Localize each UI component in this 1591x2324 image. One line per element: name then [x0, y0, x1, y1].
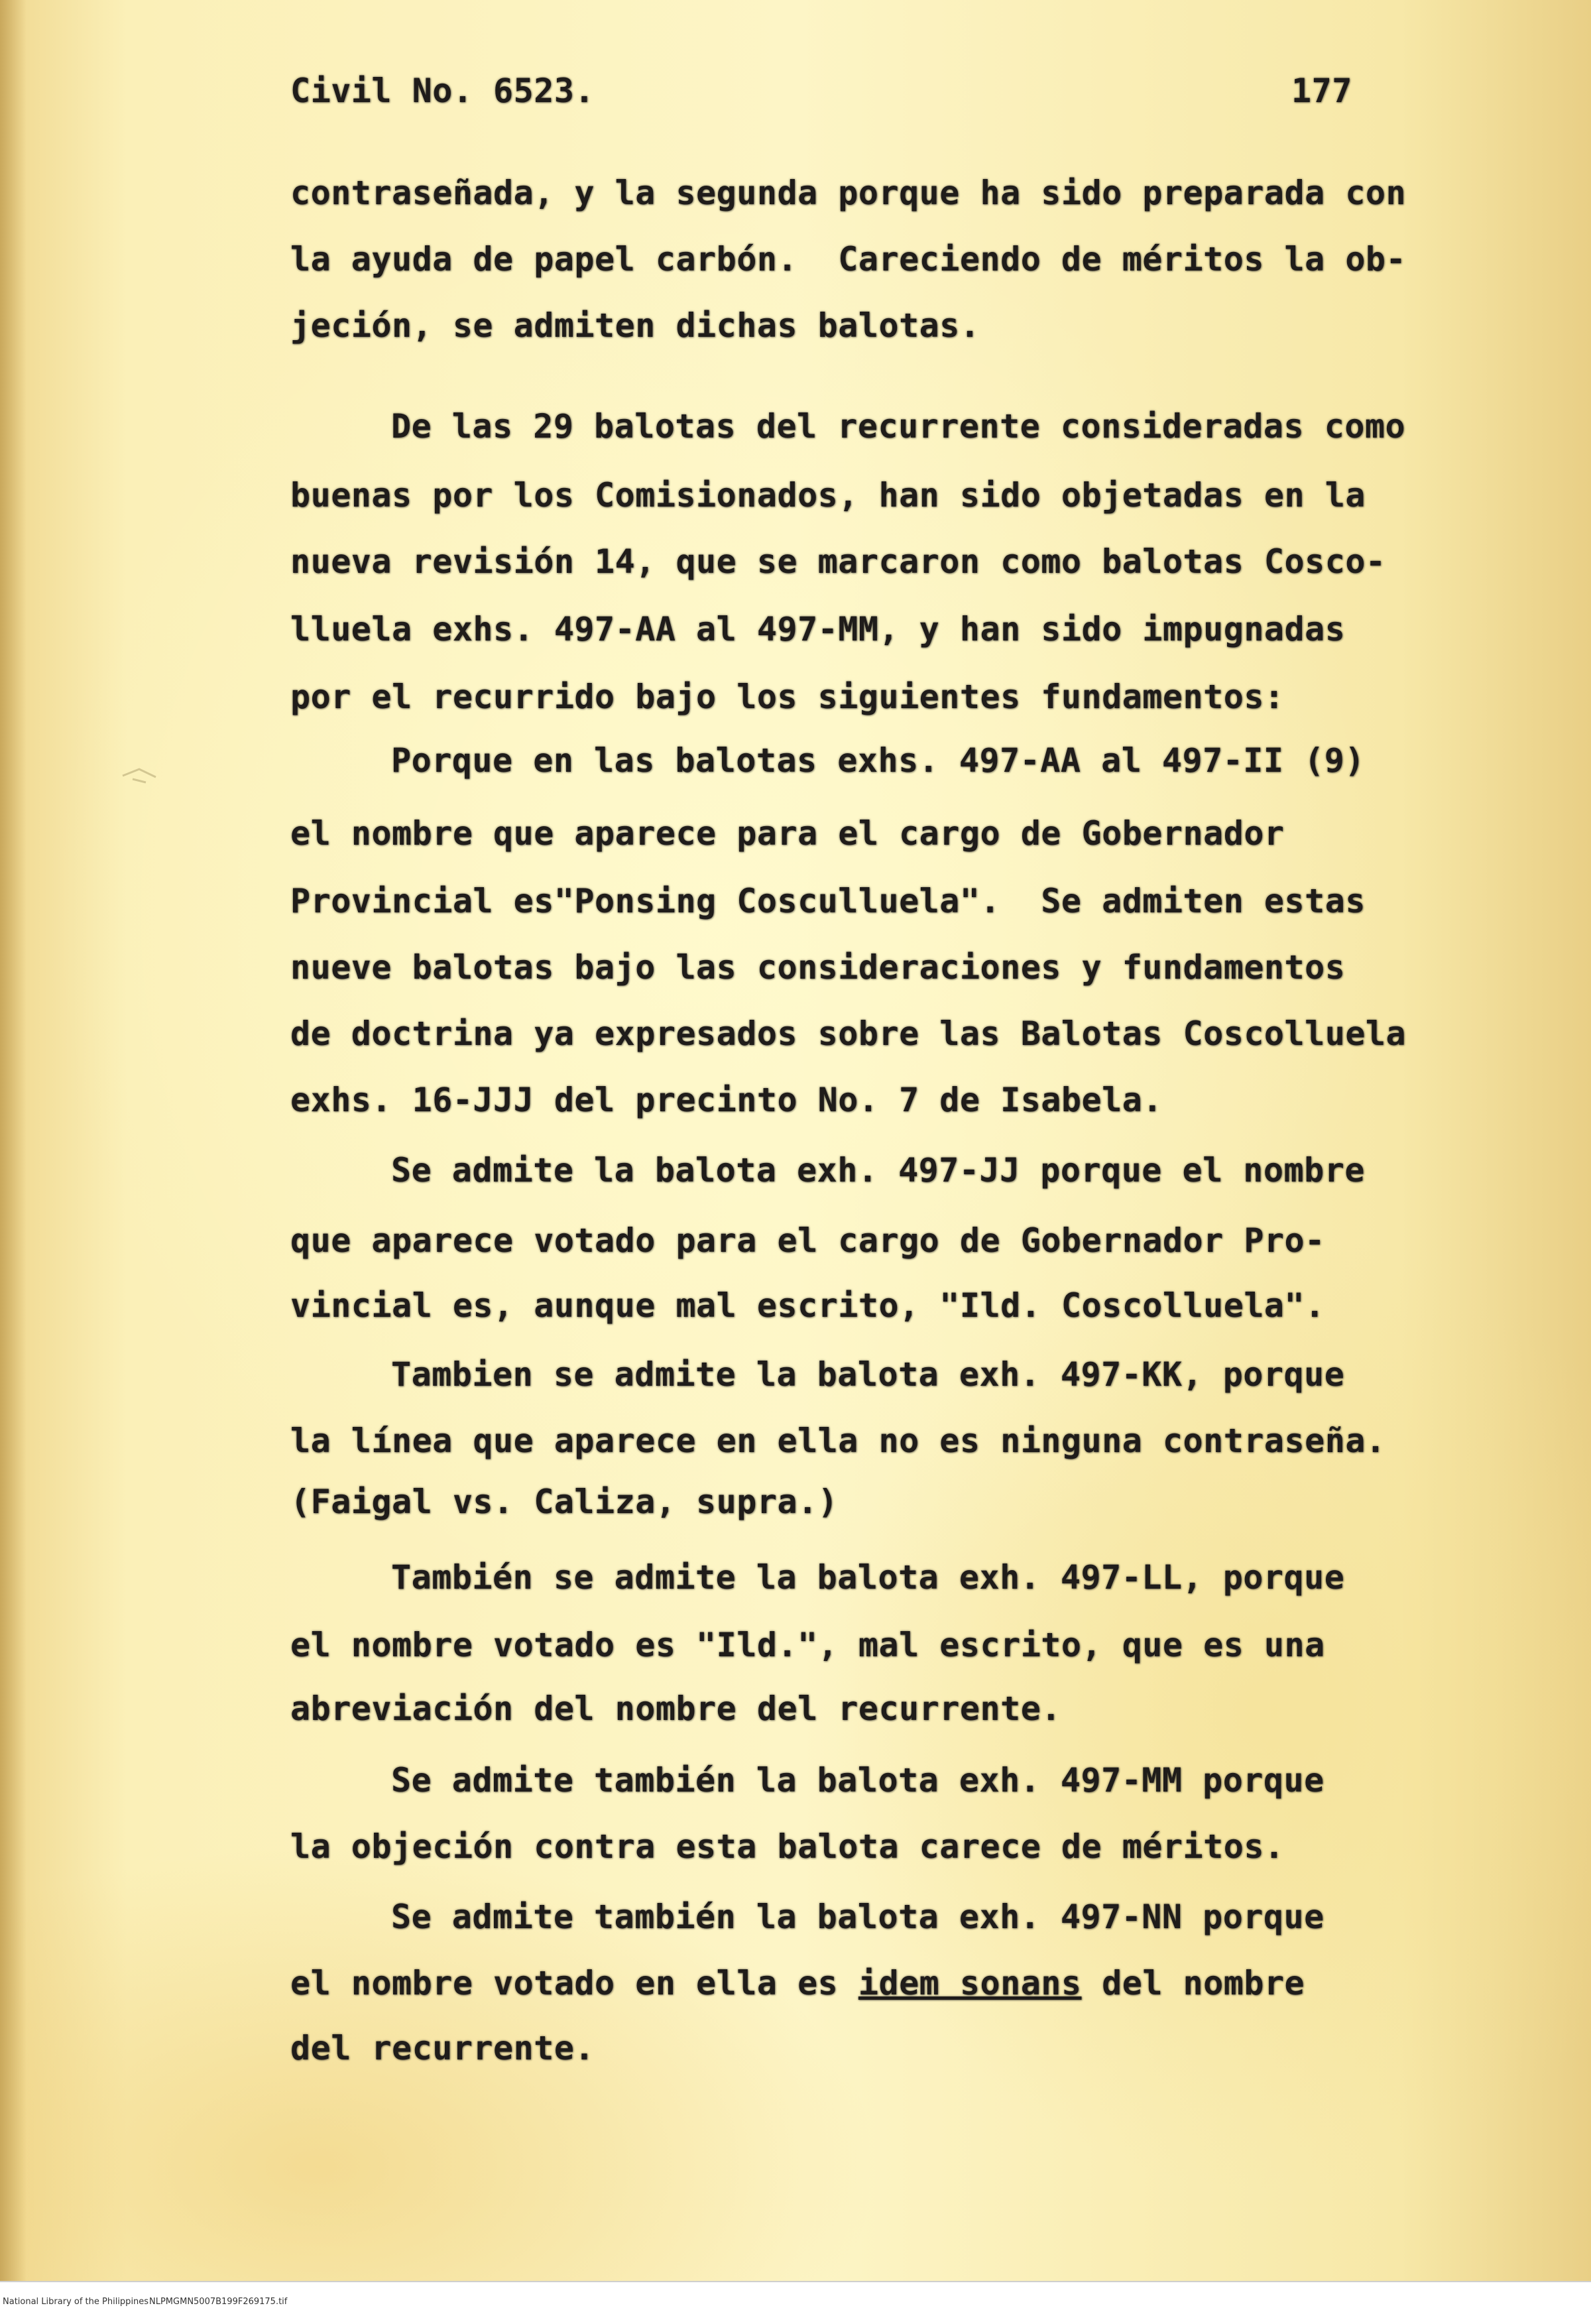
text-line: el nombre votado es "Ild.", mal escrito, que es una: [290, 1626, 1325, 1664]
text-line: (Faigal vs. Caliza, supra.): [290, 1483, 839, 1521]
text-line: De las 29 balotas del recurrente consideradas como: [391, 407, 1406, 446]
text-line: vincial es, aunque mal escrito, "Ild. Coscolluela".: [290, 1286, 1325, 1325]
text-line: por el recurrido bajo los siguientes fundamentos:: [290, 678, 1285, 716]
case-number: Civil No. 6523.: [290, 72, 595, 110]
text-line: Se admite la balota exh. 497-JJ porque el nombre: [391, 1151, 1365, 1190]
text-line: el nombre que aparece para el cargo de Gobernador: [290, 814, 1285, 853]
text-line: lluela exhs. 497-AA al 497-MM, y han sido impugnadas: [290, 610, 1346, 648]
text-line-with-underline: [290, 1964, 1305, 2002]
text-line: Se admite también la balota exh. 497-NN porque: [391, 1898, 1325, 1936]
text-line: la objeción contra esta balota carece de méritos.: [290, 1827, 1285, 1866]
text-line: Provincial es"Ponsing Cosculluela". Se admiten estas: [290, 882, 1366, 920]
text-line: del recurrente.: [290, 2029, 595, 2067]
text-line: la línea que aparece en ella no es ninguna contraseña.: [290, 1422, 1386, 1460]
file-identifier: NLPMGMN5007B199F269175.tif: [149, 2297, 288, 2307]
text-line: Se admite también la balota exh. 497-MM porque: [391, 1761, 1325, 1800]
page-number: 177: [1291, 72, 1352, 110]
text-line: que aparece votado para el cargo de Gobernador Pro-: [290, 1221, 1325, 1260]
text-segment: del nombre: [1081, 1964, 1305, 2002]
text-line: contraseñada, y la segunda porque ha sido preparada con: [290, 174, 1407, 212]
text-line: nueva revisión 14, que se marcaron como balotas Cosco-: [290, 542, 1386, 581]
text-line: de doctrina ya expresados sobre las Balotas Coscolluela: [290, 1014, 1407, 1053]
text-line: Porque en las balotas exhs. 497-AA al 497-II (9): [391, 741, 1365, 780]
text-line: exhs. 16-JJJ del precinto No. 7 de Isabela.: [290, 1081, 1163, 1119]
underlined-term: idem sonans: [858, 1964, 1082, 2002]
text-line: abreviación del nombre del recurrente.: [290, 1689, 1061, 1728]
text-line: buenas por los Comisionados, han sido objetadas en la: [290, 476, 1366, 515]
text-segment: el nombre votado en ella es: [290, 1964, 858, 2002]
text-line: Tambien se admite la balota exh. 497-KK, porque: [391, 1355, 1345, 1394]
text-line: jeción, se admiten dichas balotas.: [290, 306, 980, 345]
text-line: También se admite la balota exh. 497-LL, porque: [391, 1558, 1345, 1597]
text-line: nueve balotas bajo las consideraciones y fundamentos: [290, 948, 1346, 987]
scan-footer: [0, 2281, 1591, 2324]
library-credit: National Library of the Philippines: [3, 2297, 149, 2307]
text-line: la ayuda de papel carbón. Careciendo de méritos la ob-: [290, 240, 1407, 278]
